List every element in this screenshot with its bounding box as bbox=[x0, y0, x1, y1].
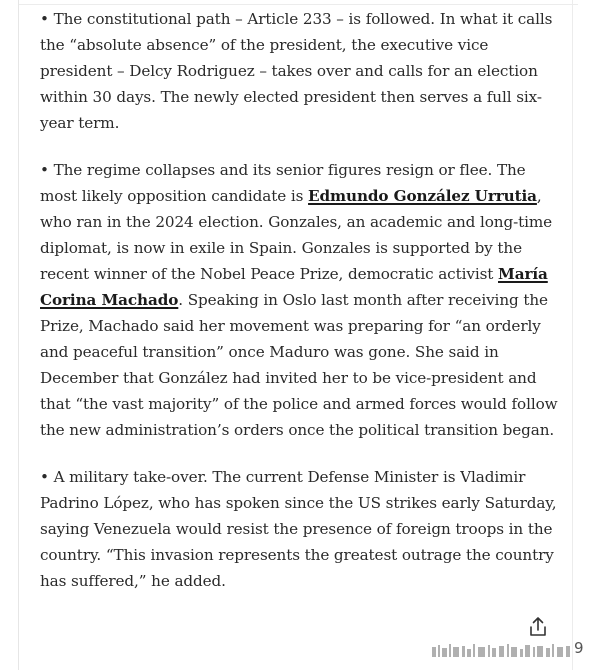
share-icon bbox=[528, 616, 548, 638]
watermark-logo bbox=[432, 641, 574, 661]
paragraph-military-takeover bbox=[40, 464, 565, 594]
watermark-digit: 9 bbox=[574, 639, 584, 657]
left-border bbox=[18, 0, 19, 670]
paragraph-text: The constitutional path – Article 233 – is followed. In what it calls the “absolute absence” of the president, the executive vice president – Delcy Rodriguez – takes over and calls for an election within 30 days. The newly elected president then serves a full six-year term. bbox=[40, 10, 553, 132]
bullet: • bbox=[40, 10, 49, 28]
bullet: • bbox=[40, 468, 49, 486]
paragraph-text: The regime collapses and its senior figures resign or flee. The most likely opposition candidate is bbox=[40, 161, 526, 205]
article-body bbox=[40, 6, 565, 615]
paragraph-constitutional-path bbox=[40, 6, 565, 136]
top-divider bbox=[18, 4, 578, 5]
paragraph-text: , who ran in the 2024 election. Gonzales, an academic and long-time diplomat, is now in exile in Spain. Gonzales is supported by the recent winner of the Nobel Peace Prize, democratic activist bbox=[40, 187, 553, 283]
bullet: • bbox=[40, 161, 49, 179]
link-maria-corina-machado[interactable]: María Corina Machado bbox=[40, 265, 548, 309]
paragraph-regime-collapse bbox=[40, 157, 565, 443]
paragraph-text: A military take-over. The current Defense Minister is Vladimir Padrino López, who has spoken since the US strikes early Saturday, saying Venezuela would resist the presence of foreign troops in the country. “This invasion represents the greatest outrage the country has suffered,” he added. bbox=[40, 468, 557, 590]
paragraph-text: . Speaking in Oslo last month after receiving the Prize, Machado said her movement was preparing for “an orderly and peaceful transition” once Maduro was gone. She said in December that González had invited her to be vice-president and that “the vast majority” of the police and armed forces would follow the new administration’s orders once the political transition began. bbox=[40, 291, 558, 439]
link-edmundo-gonzalez-urrutia[interactable]: Edmundo González Urrutia bbox=[308, 187, 537, 205]
right-border bbox=[572, 0, 573, 670]
share-button[interactable] bbox=[528, 616, 548, 638]
